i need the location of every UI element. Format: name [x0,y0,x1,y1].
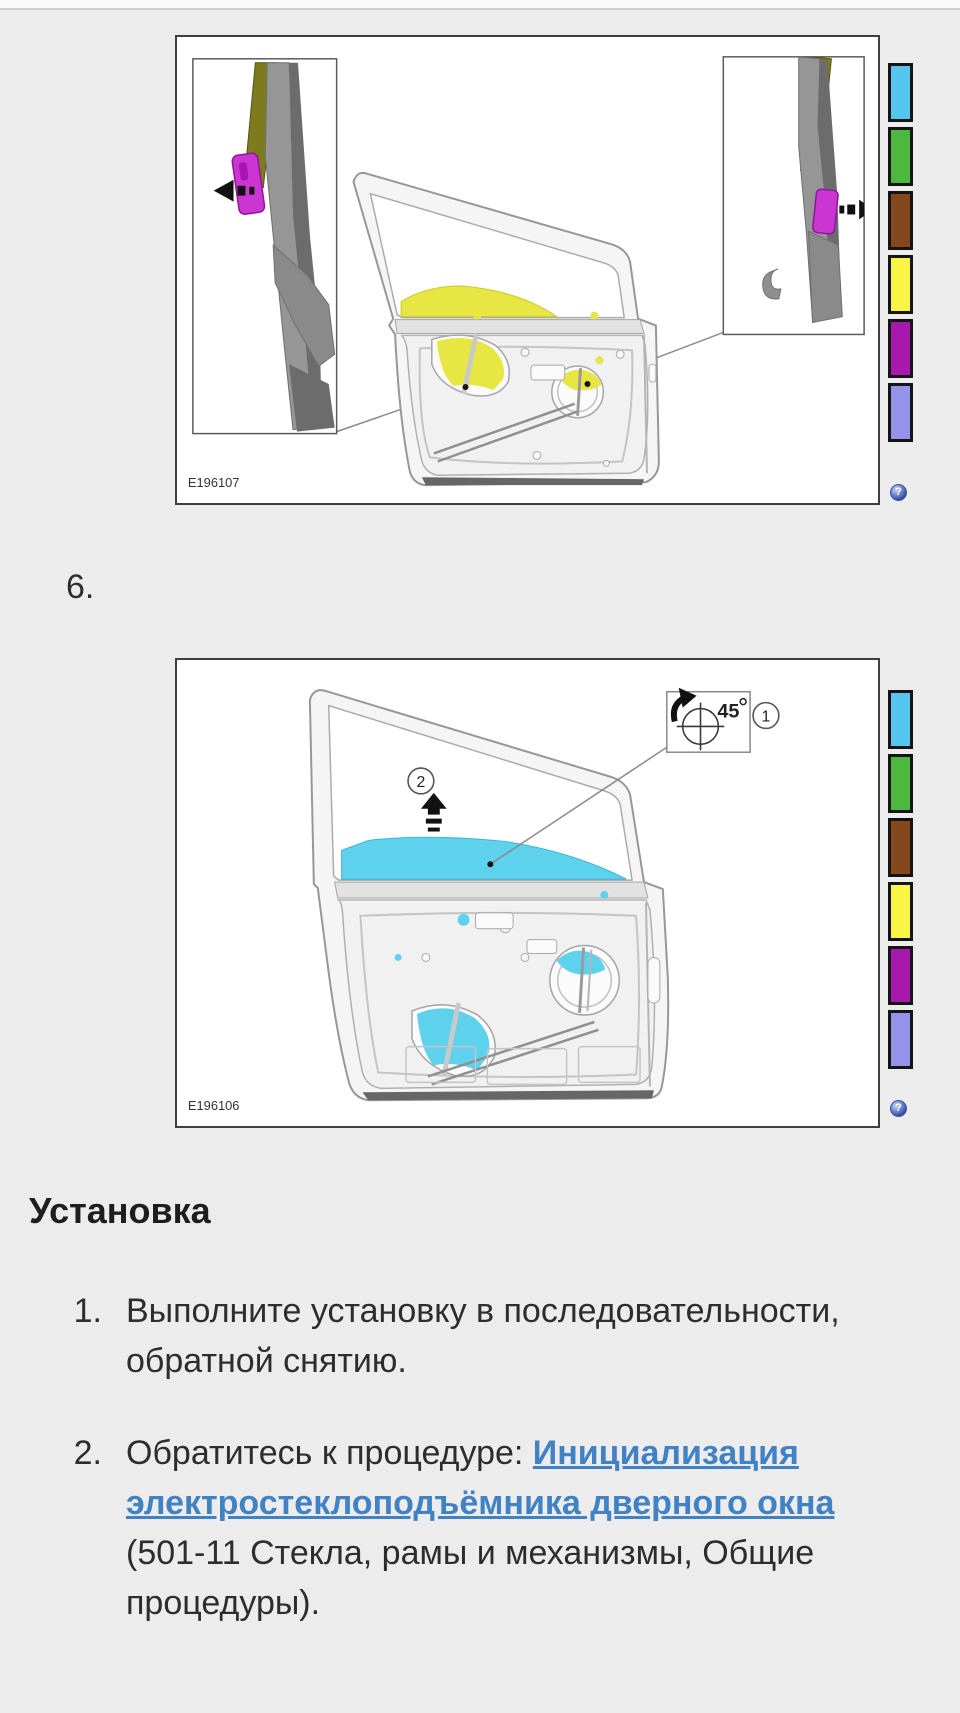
panel-slot [531,365,565,380]
list-item-text-suffix: (501-11 Стекла, рамы и механизмы, Общие процедуры). [126,1534,815,1622]
glass-dot [595,356,603,364]
list-item [0,1286,845,1386]
direction-arrow-right [859,200,873,220]
panel-hole [533,451,541,459]
glass-dot [590,312,598,320]
legend-swatch-cyan [888,690,913,749]
list-item-text: Выполните установку в последовательности, обратной снятию. [126,1292,840,1380]
callout-number-1: 1 [761,708,771,726]
glass-dot [600,891,608,899]
glass-clip-highlighted [812,189,838,235]
arrow-dash [237,186,245,196]
figure-glass-install [175,658,880,1128]
belt-reinforcement [395,320,644,334]
figure-id-label: E196107 [187,475,240,491]
section-heading-installation: Установка [29,1190,211,1231]
door-illustration-install [177,660,878,1126]
list-item [0,1428,845,1628]
glass-dot [458,914,470,926]
glass-dot [395,954,402,961]
procedure-link[interactable]: Инициализация электростеклоподъёмника дверного окна [126,1434,835,1522]
panel-hole [616,350,624,358]
color-legend [888,690,913,1074]
legend-swatch-green [888,754,913,813]
legend-swatch-yellow [888,882,913,941]
arrow-dash [847,205,855,215]
legend-swatch-lavender [888,1010,913,1069]
list-item-number: 2. [73,1434,102,1472]
step-number: 6. [66,568,95,606]
list-item-text-prefix: Обратитесь к процедуре: [126,1434,533,1472]
panel-slot [475,913,513,929]
detail-inset-right [723,57,864,335]
panel-hole [603,460,609,466]
leader-dot [487,861,493,867]
rail-bracket [809,231,843,322]
legend-swatch-lavender [888,383,913,442]
color-legend [888,63,913,447]
legend-swatch-brown [888,191,913,250]
figure-glass-removal [175,35,880,505]
panel-hole [521,953,529,961]
legend-swatch-cyan [888,63,913,122]
panel-slot [527,940,557,954]
help-icon[interactable]: ? [890,1100,907,1117]
arrow-dash [426,819,442,824]
legend-swatch-magenta [888,946,913,1005]
door-handle-cutout [648,957,660,1003]
angle-value: 45 [717,700,740,723]
leader-dot [585,381,591,387]
arrow-dash [839,206,844,214]
arrow-dash [249,187,254,195]
legend-swatch-green [888,127,913,186]
leader-dot [463,384,469,390]
legend-swatch-magenta [888,319,913,378]
glass-dot [473,312,481,320]
legend-swatch-yellow [888,255,913,314]
help-icon[interactable]: ? [890,484,907,501]
list-item-number: 1. [73,1292,102,1330]
hinge-slot [649,364,656,382]
panel-hole [422,953,430,961]
door-illustration-removal [177,37,878,503]
page-top-divider [0,0,960,10]
arrow-dash [428,828,440,832]
panel-hole [521,348,529,356]
callout-number-2: 2 [416,773,426,791]
legend-swatch-brown [888,818,913,877]
figure-id-label: E196106 [187,1098,240,1114]
